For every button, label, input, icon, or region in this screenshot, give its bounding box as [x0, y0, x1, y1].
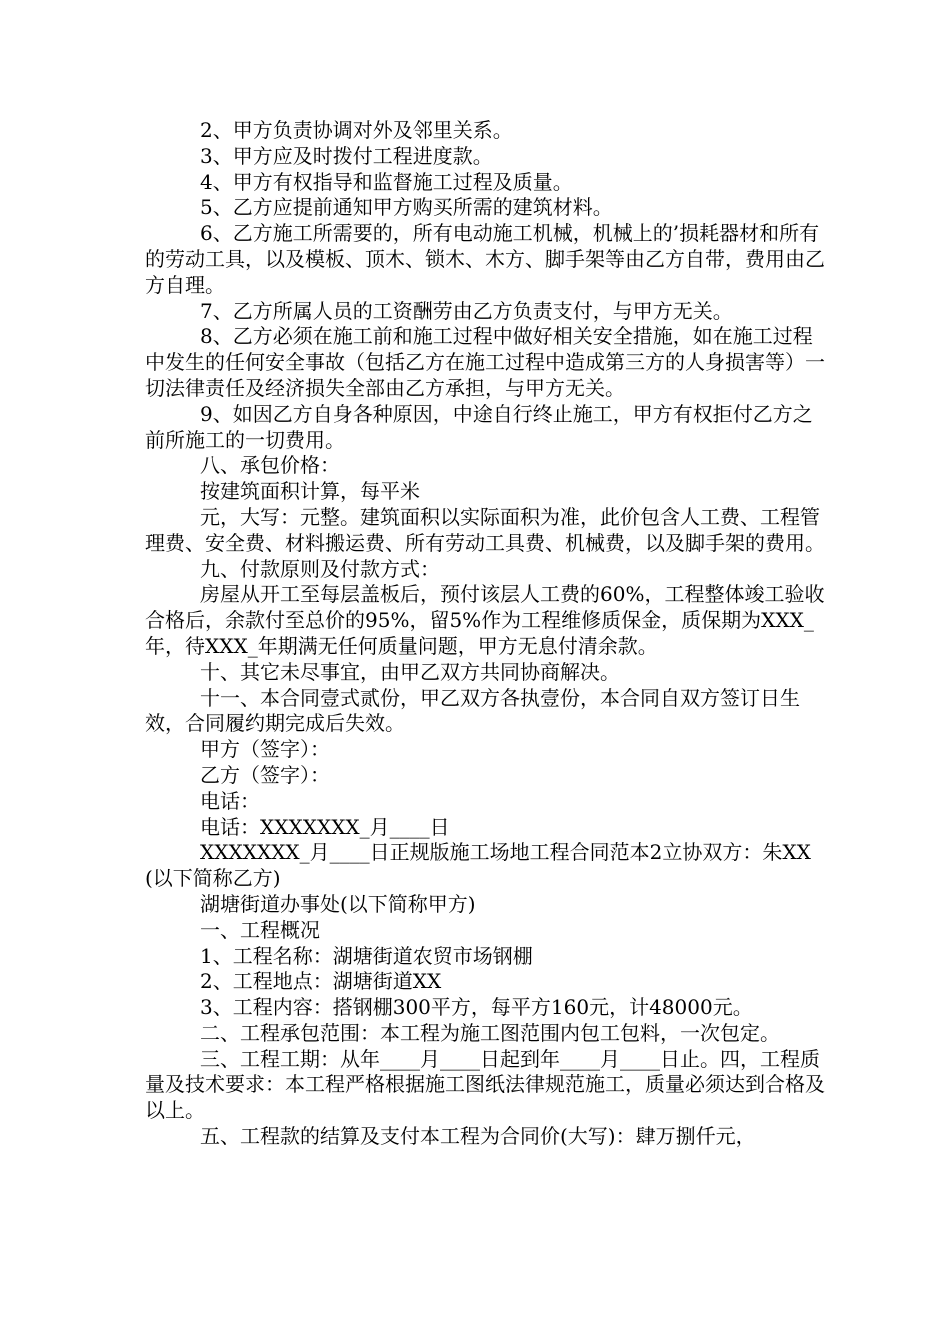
phone-line: 电话：XXXXXXX_月____日: [200, 814, 450, 839]
section-heading: 八、承包价格：: [200, 453, 340, 478]
paragraph: 元，大写：元整。建筑面积以实际面积为准，此价包含人工费、工程管理费、安全费、材料搬运费、所有劳动工具费、机械费，以及脚手架的费用。: [145, 504, 825, 555]
signature-line: 乙方（签字）：: [200, 762, 330, 787]
paragraph: 7、乙方所属人员的工资酬劳由乙方负责支付，与甲方无关。: [200, 298, 733, 323]
paragraph: 湖塘街道办事处(以下简称甲方): [200, 891, 476, 916]
paragraph: 房屋从开工至每层盖板后，预付该层人工费的60%，工程整体竣工验收合格后，余款付至总价的95%，留5%作为工程维修质保金，质保期为XXX_年，待XXX_年期满无任何质量问题，甲方无息付清余款。: [145, 582, 825, 658]
section-heading: 十一、本合同壹式贰份，甲乙双方各执壹份，本合同自双方签订日生效，合同履约期完成后失效。: [145, 685, 800, 736]
section-heading: 三、工程工期：从年____月____日起到年____月____日止。四，工程质量及技术要求：本工程严格根据施工图纸法律规范施工，质量必须达到合格及以上。: [145, 1046, 825, 1123]
paragraph: 9、如因乙方自身各种原因，中途自行终止施工，甲方有权拒付乙方之前所施工的一切费用。: [145, 401, 813, 452]
section-heading: 一、工程概况: [200, 917, 320, 942]
section-heading: 九、付款原则及付款方式：: [200, 556, 440, 581]
list-item: 2、工程地点：湖塘街道XX: [200, 969, 442, 994]
list-item: 1、工程名称：湖塘街道农贸市场钢棚: [200, 943, 533, 968]
section-heading: 十、其它未尽事宜，由甲乙双方共同协商解决。: [200, 659, 620, 684]
paragraph: XXXXXXX_月____日正规版施工场地工程合同范本2立协双方：朱XX(以下简称乙方): [145, 840, 811, 891]
paragraph: 6、乙方施工所需要的，所有电动施工机械，机械上的’损耗器材和所有的劳动工具，以及模板、顶木、锁木、木方、脚手架等由乙方自带，费用由乙方自理。: [145, 221, 825, 297]
paragraph: 3、甲方应及时拨付工程进度款。: [200, 143, 493, 168]
paragraph: 8、乙方必须在施工前和施工过程中做好相关安全措施，如在施工过程中发生的任何安全事故（包括乙方在施工过程中造成第三方的人身损害等）一切法律责任及经济损失全部由乙方承担，与甲方无关。: [145, 324, 825, 400]
paragraph: 按建筑面积计算，每平米: [200, 479, 420, 504]
section-heading: 五、工程款的结算及支付本工程为合同价(大写)：肆万捌仟元，: [200, 1124, 756, 1149]
section-heading: 二、工程承包范围：本工程为施工图范围内包工包料，一次包定。: [200, 1020, 780, 1045]
paragraph: 4、甲方有权指导和监督施工过程及质量。: [200, 169, 573, 194]
signature-line: 甲方（签字）：: [200, 737, 330, 762]
paragraph: 2、甲方负责协调对外及邻里关系。: [200, 118, 513, 142]
paragraph: 5、乙方应提前通知甲方购买所需的建筑材料。: [200, 195, 613, 220]
phone-line: 电话：: [200, 788, 260, 813]
document-body: [145, 118, 825, 1150]
list-item: 3、工程内容：搭钢棚300平方，每平方160元，计48000元。: [200, 995, 753, 1020]
